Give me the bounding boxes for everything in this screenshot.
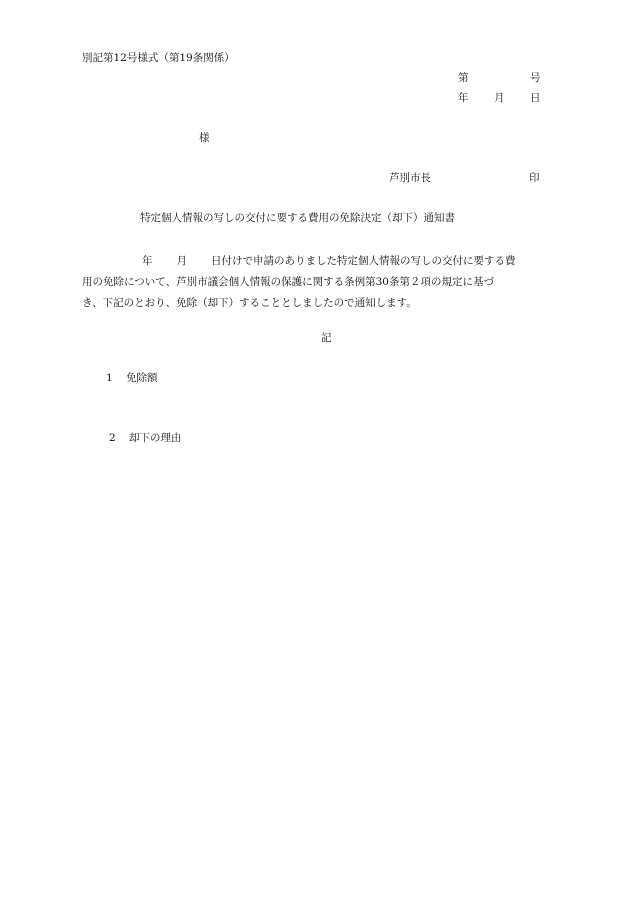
body-line-3: き、下記のとおり、免除（却下）することとしましたので通知します。 <box>82 297 417 309</box>
item-1-label: 免除額 <box>126 372 158 384</box>
body-paragraph <box>82 251 550 314</box>
body-line-2: 用の免除について、芦別市議会個人情報の保護に関する条例第30条第２項の規定に基づ <box>82 276 494 288</box>
issuer-title: 芦別市長 <box>389 172 431 184</box>
document-title: 特定個人情報の写しの交付に要する費用の免除決定（却下）通知書 <box>140 212 455 224</box>
item-2-label: 却下の理由 <box>129 432 182 444</box>
date-day: 日 <box>530 92 541 104</box>
form-reference: 別記第12号様式（第19条関係） <box>82 52 235 64</box>
number-prefix: 第 <box>458 72 469 84</box>
body-year: 年 <box>142 255 153 267</box>
number-suffix: 号 <box>530 72 541 84</box>
body-line-1-rest: 日付けで申請のありました特定個人情報の写しの交付に要する費 <box>211 255 516 267</box>
date-year: 年 <box>458 92 469 104</box>
ki-heading: 記 <box>321 332 332 344</box>
item-2-number: 2 <box>109 432 116 444</box>
date-month: 月 <box>494 92 505 104</box>
addressee-suffix: 様 <box>199 132 210 144</box>
body-line-1 <box>82 251 550 272</box>
body-month: 月 <box>176 255 187 267</box>
item-1-number: 1 <box>106 372 113 384</box>
seal-mark: 印 <box>529 172 540 184</box>
